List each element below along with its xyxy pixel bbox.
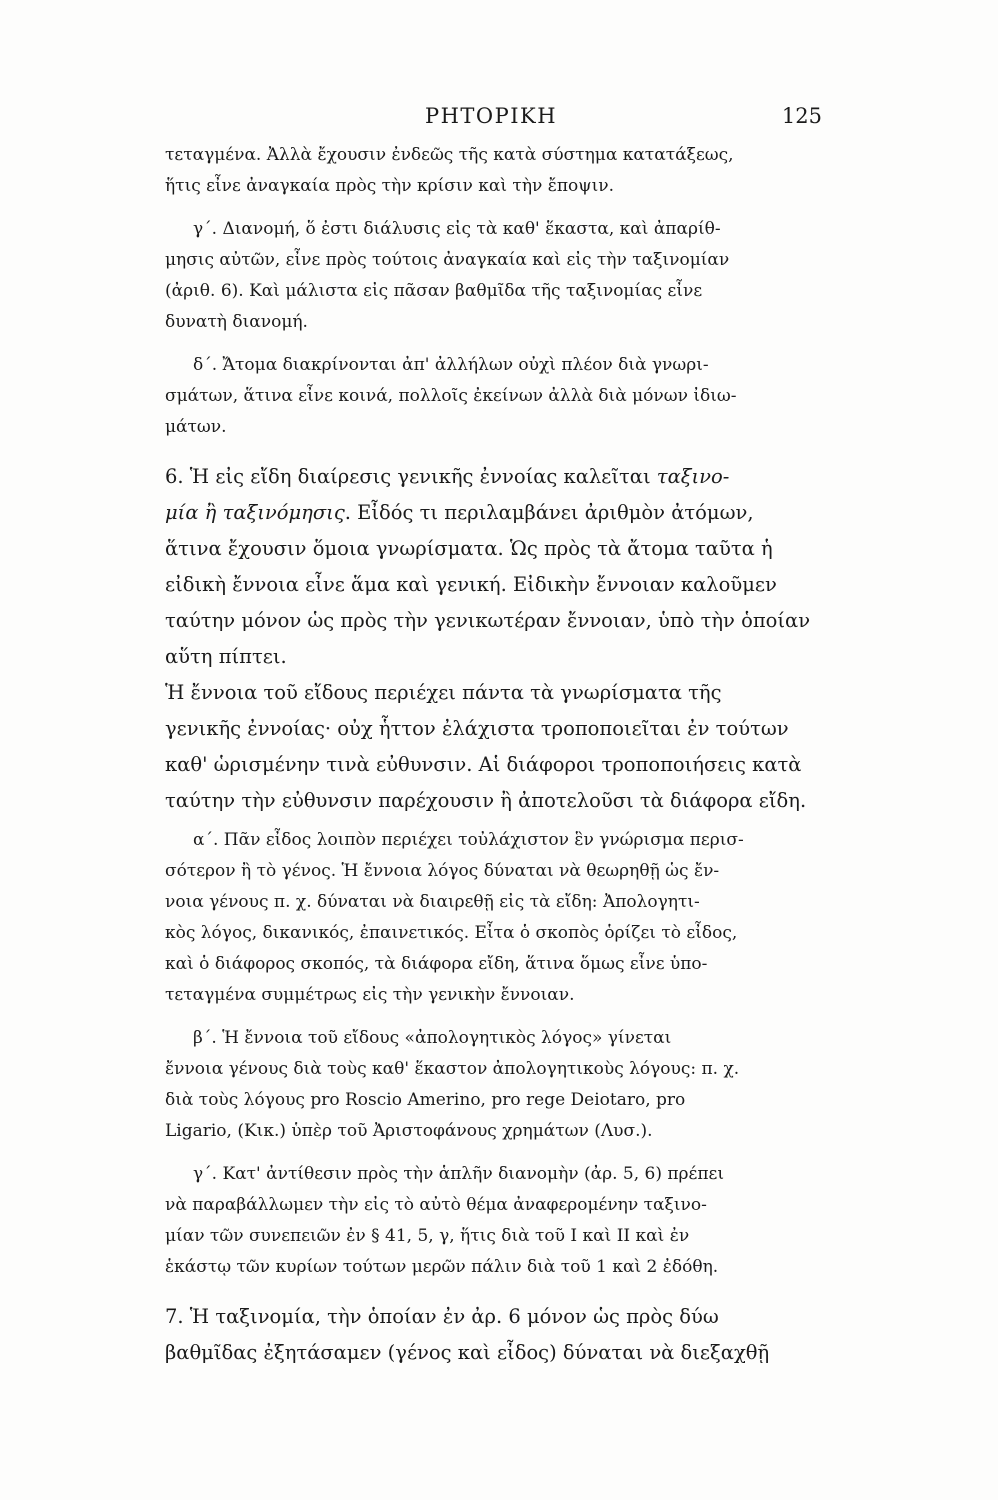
text-line: δυνατὴ διανομή. bbox=[165, 312, 308, 332]
text-line: κὸς λόγος, δικανικός, ἐπαινετικός. Εἶτα ὁ σκοπὸς ὁρίζει τὸ εἶδος, bbox=[165, 923, 738, 943]
text-line: νοια γένους π. χ. δύναται νὰ διαιρεθῇ εἰς τὰ εἴδη: Ἀπολογητι- bbox=[165, 892, 700, 912]
text-line: καθ' ὡρισμένην τινὰ εὐθυνσιν. Αἱ διάφοροι τροποποιήσεις κατὰ bbox=[165, 753, 802, 776]
text-line: γενικῆς ἐννοίας· οὐχ ἧττον ἐλάχιστα τροποποιεῖται ἐν τούτων bbox=[165, 717, 789, 740]
text-line: αὕτη πίπτει. bbox=[165, 645, 287, 668]
text-line: ταύτην μόνον ὡς πρὸς τὴν γενικωτέραν ἔννοιαν, ὑπὸ τὴν ὁποίαν bbox=[165, 609, 811, 632]
text-line: μάτων. bbox=[165, 417, 227, 437]
text-line: δ΄. Ἄτομα διακρίνονται ἀπ' ἀλλήλων οὐχὶ πλέον διὰ γνωρι- bbox=[193, 355, 709, 375]
text-line: γ΄. Κατ' ἀντίθεσιν πρὸς τὴν ἁπλῆν διανομὴν (ἀρ. 5, 6) πρέπει bbox=[193, 1164, 725, 1184]
text-line bbox=[165, 495, 817, 531]
text-line: βαθμῖδας ἐξητάσαμεν (γένος καὶ εἶδος) δύναται νὰ διεξαχθῇ bbox=[165, 1341, 770, 1364]
text-line: διὰ τοὺς λόγους pro Roscio Amerino, pro rege Deiotaro, pro bbox=[165, 1090, 686, 1110]
text-line: νὰ παραβάλλωμεν τὴν εἰς τὸ αὐτὸ θέμα ἀναφερομένην ταξινο- bbox=[165, 1195, 707, 1215]
text-line: σμάτων, ἅτινα εἶνε κοινά, πολλοῖς ἐκείνων ἀλλὰ διὰ μόνων ἰδιω- bbox=[165, 386, 737, 406]
text-line: Ἡ ἔννοια τοῦ εἴδους περιέχει πάντα τὰ γνωρίσματα τῆς bbox=[165, 681, 722, 704]
text-line: ἥτις εἶνε ἀναγκαία πρὸς τὴν κρίσιν καὶ τὴν ἔποψιν. bbox=[165, 176, 615, 196]
text-line: β΄. Ἡ ἔννοια τοῦ εἴδους «ἀπολογητικὸς λόγος» γίνεται bbox=[193, 1028, 672, 1048]
text-run: 6. Ἡ εἰς εἴδη διαίρεσις γενικῆς ἐννοίας καλεῖται bbox=[165, 465, 657, 488]
text-line: καὶ ὁ διάφορος σκοπός, τὰ διάφορα εἴδη, ἅτινα ὅμως εἶνε ὑπο- bbox=[165, 954, 708, 974]
running-title: ΡΗΤΟΡΙΚΗ bbox=[424, 104, 558, 128]
text-line: σότερον ἢ τὸ γένος. Ἡ ἔννοια λόγος δύναται νὰ θεωρηθῇ ὡς ἔν- bbox=[165, 861, 720, 881]
running-head bbox=[160, 100, 822, 140]
body-text bbox=[165, 140, 817, 1371]
text-line bbox=[165, 459, 817, 495]
text-line: ἑκάστῳ τῶν κυρίων τούτων μερῶν πάλιν διὰ τοῦ 1 καὶ 2 ἐδόθη. bbox=[165, 1257, 719, 1277]
text-run: . Εἶδός τι περιλαμβάνει ἀριθμὸν ἀτόμων, bbox=[344, 501, 754, 524]
italic-term: ταξινο- bbox=[656, 465, 730, 488]
text-line: τεταγμένα συμμέτρως εἰς τὴν γενικὴν ἔννοιαν. bbox=[165, 985, 575, 1005]
text-line: ἔννοια γένους διὰ τοὺς καθ' ἕκαστον ἀπολογητικοὺς λόγους: π. χ. bbox=[165, 1059, 740, 1079]
text-line: Ligario, (Κικ.) ὑπὲρ τοῦ Ἀριστοφάνους χρημάτων (Λυσ.). bbox=[165, 1121, 653, 1141]
text-line: μησις αὐτῶν, εἶνε πρὸς τούτοις ἀναγκαία καὶ εἰς τὴν ταξινομίαν bbox=[165, 250, 730, 270]
text-line: ταύτην τὴν εὐθυνσιν παρέχουσιν ἢ ἀποτελοῦσι τὰ διάφορα εἴδη. bbox=[165, 789, 807, 812]
text-line: εἰδικὴ ἔννοια εἶνε ἅμα καὶ γενική. Εἰδικὴν ἔννοιαν καλοῦμεν bbox=[165, 573, 777, 596]
text-line: 7. Ἡ ταξινομία, τὴν ὁποίαν ἐν ἀρ. 6 μόνον ὡς πρὸς δύω bbox=[165, 1305, 719, 1328]
text-line: τεταγμένα. Ἀλλὰ ἔχουσιν ἐνδεῶς τῆς κατὰ σύστημα κατατάξεως, bbox=[165, 145, 734, 165]
text-line: α΄. Πᾶν εἶδος λοιπὸν περιέχει τοὐλάχιστον ἓν γνώρισμα περισ- bbox=[193, 830, 744, 850]
text-line: γ΄. Διανομή, ὅ ἐστι διάλυσις εἰς τὰ καθ' ἕκαστα, καὶ ἀπαρίθ- bbox=[193, 219, 721, 239]
text-line: μίαν τῶν συνεπειῶν ἐν § 41, 5, γ, ἥτις διὰ τοῦ I καὶ II καὶ ἐν bbox=[165, 1226, 690, 1246]
text-line: ἅτινα ἔχουσιν ὅμοια γνωρίσματα. Ὡς πρὸς τὰ ἄτομα ταῦτα ἡ bbox=[165, 537, 773, 560]
page-number: 125 bbox=[781, 104, 822, 128]
text-line: (ἀριθ. 6). Καὶ μάλιστα εἰς πᾶσαν βαθμῖδα τῆς ταξινομίας εἶνε bbox=[165, 281, 703, 301]
italic-term: μία ἢ ταξινόμησις bbox=[165, 501, 345, 524]
